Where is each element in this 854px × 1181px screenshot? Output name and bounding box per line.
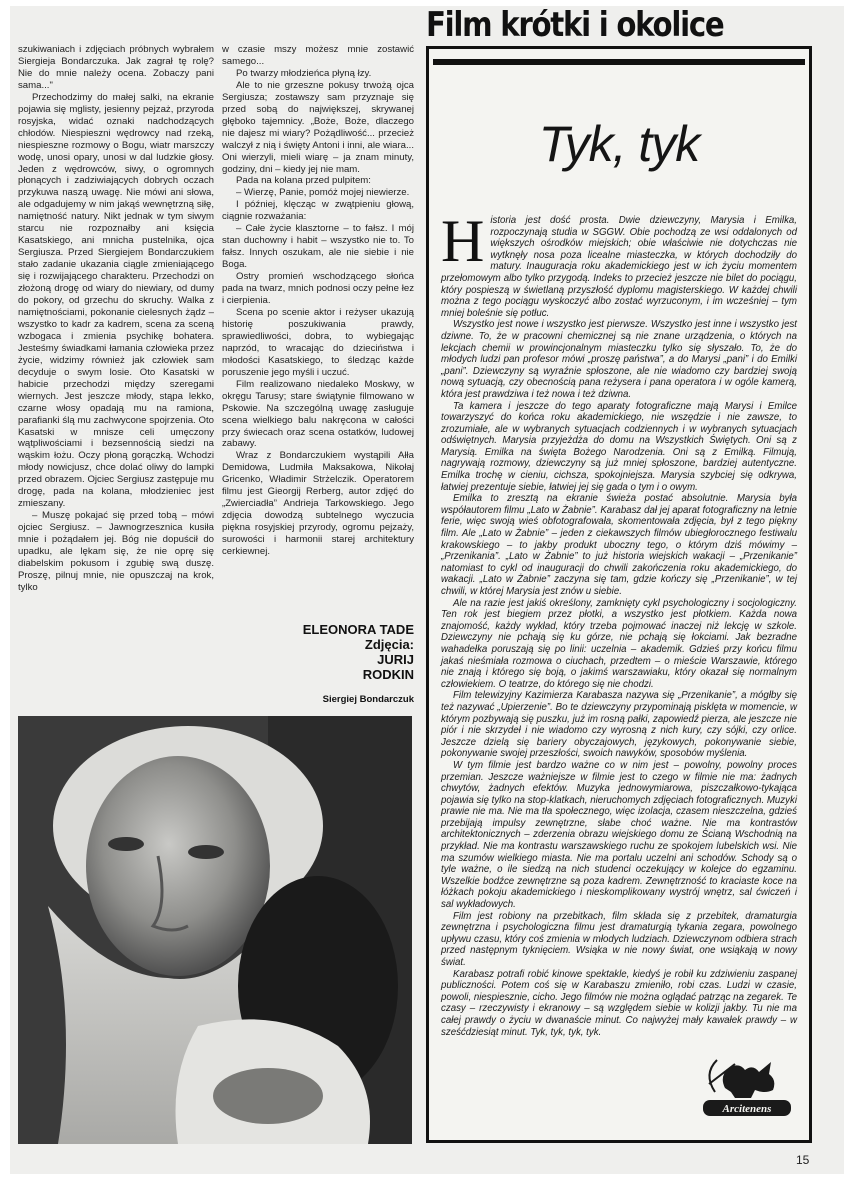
middle-paragraph: Ostry promień wschodzącego słońca pada na twarz, mnich podnosi oczy pełne łez i cierpienia. <box>222 271 414 307</box>
photographer-first-name: JURIJ <box>377 652 414 667</box>
article-paragraph: Film jest robiony na przebitkach, film składa się z przebitek, dramaturgia zewnętrzna i psychologiczna filmu jest dramaturgią tykania zegara, powolnego upływu czasu, który coś zmienia w młodych ludziach. Dziewczynom odbiera strach przed następnym tyknięciem. Wsiąka w nie nowy świat, one wsiąkają w nowy świat. <box>441 910 797 968</box>
portrait-photo <box>18 716 412 1144</box>
article-paragraph: W tym filmie jest bardzo ważne co w nim jest – powolny, powolny proces przemian. Jeszcze ważniejsze w filmie jest to czego w filmie nie ma: żadnych chwytów, żadnych efektów. Muzyka jednowymiarowa, piszczałkowo-tykająca pojawia się tylko na stop-klatkach, nieruchomych zdjęciach fotograficznych. Muzyki prawie nie ma. Nie ma tła społecznego, więc izolacja, czasem nieszczelna, gdzieś przebijają impulsy zewnętrzne, słabe choć ważne. Nie ma kontrastów architektonicznych – zderzenia obrazu wiejskiego domu ze Ścianą Wschodnią na przykład. Nie ma kontrastu warszawskiego ruchu ze spokojem lubelskich wsi. Nie ma szumów wielkiego miasta. Nie ma portalu uczelni ani schodów. Schody są o tyle ważne, o ile siedzą na nich studenci oczekujący w kolejce do egzaminu. Wszelkie bodźce zewnętrzne są poza kadrem. Zewnętrzność to kraciaste koce na łóżkach pokoju akademickiego i nieskomplikowany wystrój wnętrz, sal ćwiczeń i sal wykładowych. <box>441 759 797 911</box>
article-title: Tyk, tyk <box>538 116 700 172</box>
photos-label: Zdjęcia: <box>364 637 414 652</box>
middle-paragraph: – Całe życie klasztorne – to fałsz. I mój stan duchowny i habit – wszystko nie to. To fałsz. Innych oszukam, ale nie siebie i nie Boga. <box>222 223 414 271</box>
article-paragraph: Ta kamera i jeszcze do tego aparaty fotograficzne mają Marysi i Emilce towarzyszyć do końca roku akademickiego, nie wszędzie i nie zawsze, to zrozumiałe, ale w wybranych sytuacjach codziennych i w wybranych sytuacjach odświętnych. Marysia przyjeżdża do domu na Wszystkich Świętych. Oni są z Marysią. Emilka na święta Bożego Narodzenia. Oni są z Emilką. Filmują, nagrywają rozmowy, dziewczyny są już mniej spłoszone, bardziej autentyczne. Emilka trochę w cieniu, cichsza, spokojniejsza. Marysia szybciej się odkrywa, łatwiej prezentuje siebie, łatwiej jej się gada o tym i o owym. <box>441 400 797 493</box>
middle-paragraph: – Wierzę, Panie, pomóż mojej niewierze. <box>236 187 410 199</box>
middle-paragraph: Ale to nie grzeszne pokusy trwożą ojca Sergiusza; zostawszy sam przyznaje się przed sobą do największej, skrywanej głęboko tajemnicy. „Boże, Boże, dlaczego nie dajesz mi wiary? Pożądliwość... przecież walczył z nią i święty Antoni i inni, ale wiara... Oni wierzyli, mieli wiarę – ja znam minuty, godziny, dni – kiedy jej nie mam. <box>222 79 414 175</box>
article-paragraph: Film telewizyjny Kazimierza Karabasza nazywa się „Przenikanie”, a mógłby się też nazywać „Upierzenie”. Bo te dziewczyny przypominają pisklęta w momencie, w którym pozbywają się puszku, już im rosną pałki, zapowiedź pierza, ale jeszcze nie piór i nie skrzydeł i nie wiadomo czy wyrosną z nich kury, czy sójki, czy orlice. Jeszcze dzielą się bariery obyczajowych, językowych, pokonywanie siebie, pokonywanie swojej przeszłości, swoich nawyków, sposobów myślenia. <box>441 690 797 760</box>
section-title: Film krótki i okolice <box>426 5 724 45</box>
article-paragraph: Ale na razie jest jakiś określony, zamknięty cykl psychologiczny i socjologiczny. Ten rok jest biegiem przez płotki, a wszystko jest płotkiem. Każda nowa znajomość, każdy wykład, który trzeba pojmować inaczej niż lekcję w szkole. Dziewczyny nie pchają się ku górze, nie pchają się łokciami. Jak bezradne wahadełka poruszają się po linii: uczelnia – akademik. Gdzieś przy końcu filmu jakaś nieśmiała rozmowa o ciuchach, przedtem – o mieście Warszawie, którego nie znają i którego się boją, o jakimś warszawiaku, który okazał się normalnym człowiekiem. O teatrze, do którego się nie chodzi. <box>441 597 797 690</box>
middle-text-column <box>222 44 414 558</box>
middle-paragraph: Wraz z Bondarczukiem wystąpili Ałła Demidowa, Ludmiła Maksakowa, Nikołaj Gricenko, Władimir Strżelczik. Operatorem filmu jest Gieorgij Rerberg, autor zdjęć do „Zwierciadła” Andrieja Tarkowskiego. Jego zdjęcia dowodzą subtelnego wyczucia piękna rosyjskiej przyrody, ogromu pejzaży, surowości i harmonii starej architektury cerkiewnej. <box>222 450 414 558</box>
left-paragraph: szukiwaniach i zdjęciach próbnych wybrałem Siergieja Bondarczuka. Jak zagrał tę rolę? Nie do mnie należy ocena. Zobaczy pani sama..." <box>18 44 214 91</box>
left-paragraph: – Muszę pokajać się przed tobą – mówi ojciec Sergiusz. – Jawnogrzesznica kusiła mnie i pożądałem jej. Bóg nie dopuścił do upadku, ale lękam się, że nie oprę się diabelskim pokusom i zgubię swą duszę. Proszę, pilnuj mnie, nie opuszczaj na krok, tylko <box>18 510 214 593</box>
article-credits <box>290 622 414 682</box>
article-paragraph: Wszystko jest nowe i wszystko jest pierwsze. Wszystko jest inne i wszystko jest dziwne. To, że w pracowni chemicznej są nie znane urządzenia, o których na lekcjach chemii w prowincjonalnym miasteczku tylko się słyszało. To, że do młodych ludzi pan profesor mówi „proszę państwa”, a do Marysi „pani” i do Emilki „pani”. Dziewczyny są wyraźnie spłoszone, ale nie wiadomo czy bardziej swoją nową sytuacją, czy obecnością pana reżysera i pana operatora i w ogóle kamerą, która jest prawdziwa i też nowa i też dziwna. <box>441 319 797 400</box>
article-lead-paragraph <box>441 208 797 319</box>
article-lead-text: istoria jest dość prosta. Dwie dziewczyny, Marysia i Emilka, rozpoczynają studia w SGGW. Obie pochodzą ze wsi oddalonych od większych ośrodków miejskich; obie właściwie nie dotychczas nie wytknęły nosa poza licealne miasteczka, w których dochodziły do matury. Inauguracja roku akademickiego jest w ich życiu momentem przełomowym albo tylko przygodą. Indeks to przecież jeszcze nie bilet do pociągu, który pospieszą w świetlaną przyszłość dyplomu magisterskiego. W każdej chwili można z tego pociągu wyskoczyć albo zostać wyrzuconym, i im wcześniej – tym mniej boleśnie się potłuc. <box>441 215 797 319</box>
middle-paragraph: Film realizowano niedaleko Moskwy, w okręgu Tarusy; stare świątynie filmowano w Pskowie. Na szczególną uwagę zasługuje scena wielkiego balu nakręcona w całości przy świecach oraz scena ostatków, ludowej zabawy. <box>222 378 414 450</box>
article-body <box>441 208 797 1038</box>
section-header <box>426 4 826 48</box>
middle-paragraph: I później, klęcząc w zwątpieniu głową, ciągnie rozważania: <box>222 199 414 223</box>
left-text-column <box>18 44 214 594</box>
photographer-last-name: RODKIN <box>362 667 414 682</box>
middle-paragraph: Scena po scenie aktor i reżyser ukazują historię poszukiwania prawdy, sprawiedliwości, dobra, to wybiegając naprzód, to wracając do dzieciństwa i młodości Kasatskiego, to śledząc każde poruszenie jego myśli i uczuć. <box>222 306 414 378</box>
left-paragraph: Przechodzimy do małej salki, na ekranie pojawia się mglisty, jesienny pejzaż, przyroda rosyjska, widać oznaki nadchodzących chłodów. Niespieszni wędrowcy nad rzeką, niespieszne rozmowy o Bogu, wiatr marszczy wodę, unosi opary, unosi w dal ludzkie głosy. Jeden z wędrowców, siwy, o ogromnych płonących i zadziwiających dobrych oczach przykuwa naszą uwagę. Nie mówi ani słowa, ale odgadujemy w nim jakąś wewnętrzną siłę, namiętność natury. Nikt jednak w tym siwym starcu nie rozpoznałby ani księcia Kasatskiego, ani mnicha pustelnika, ojca Sergiusza. Przed Siergiejem Bondarczukiem stało zadanie ukazania ciągle zmieniającego się i rozwijającego charakteru. Przechodzi on złożoną drogę od wiary do niewiary, od dumy do pokory, od grzechu do skruchy. Walka z namiętnościami, pokonanie cielesnych żądz – wszystko to kadr za kadrem, scena za sceną wzbogaca i zmienia psychikę bohatera. Jesteśmy świadkami łamania człowieka przez życie, widzimy również jak człowiek sam decyduje o swym losie. Oto Kasatski w habicie przechodzi między szeregami wiernych. Jest jeszcze młody, stąpa lekko, czarne włosy opadają mu na ramiona, parafianki ślą mu zachwycone spojrzenia. Oto Kasatski w mnisze celi umęczony wątpliwościami i bezsennością siedzi na wąskim łożu. Oczy płoną gorączką. Wchodzi młody nowicjusz, chce dolać oliwy do lampki przed obrazem. Ojciec Sergiusz zastępuje mu drogę, pada na kolana, młodzieniec jest zmieszany. <box>18 91 214 510</box>
middle-paragraph: Po twarzy młodzieńca płyną łzy. <box>236 67 372 79</box>
article-paragraph: Karabasz potrafi robić kinowe spektakle, kiedyś je robił ku zdziwieniu zaspanej publiczności. Potem coś się w Karabaszu zmieniło, robi czas. Ludzi w czasie, powoli, niespiesznie, cicho. Jego filmów nie można oglądać patrząc na zegarek. Te czasy – rzeczywisty i ekranowy – są względem siebie w kolizji jakby. Tu nie ma całej prawdy o życiu w dwanaście minut. Co najwyżej mały kawałek prawdy – w sześćdziesiąt minut. Tyk, tyk, tyk, tyk. <box>441 968 797 1038</box>
drop-cap: H <box>441 208 485 274</box>
article-paragraph: Emilka to zresztą na ekranie świeża postać absolutnie. Marysia była współautorem filmu „Lato w Żabnie”. Karabasz dał jej aparat fotograficzny na letnie ferie, więc swoją wieś obfotografowała, skomentowała zdjęcia, był z tego piękny film. Ale „Lato w Żabnie” – jeden z ciekawszych filmów ubiegłorocznego festiwalu krakowskiego – to jakby produkt uboczny tego, o którym dziś mówimy – „Przenikania”. „Lato w Żabnie” to już historia wiejskich wakacji – „Przenikanie” natomiast to cykl od inauguracji do chwili zakończenia roku akademickiego, do wakacji. „Lato w Żabnie” zaczyna się tam, gdzie kończy się „Przenikanie”, w tej chwili, w której Marysia jest znów u siebie. <box>441 493 797 597</box>
photo-caption: Siergiej Bondarczuk <box>322 694 414 705</box>
middle-paragraph: w czasie mszy możesz mnie zostawić samego... <box>222 44 414 67</box>
arcitenens-logo <box>695 1054 795 1124</box>
author-name: ELEONORA TADE <box>302 622 414 637</box>
decorative-bar <box>433 59 805 65</box>
article-box <box>426 46 812 1143</box>
middle-paragraph: Pada na kolana przed pulpitem: <box>236 175 371 187</box>
page-number: 15 <box>796 1153 810 1167</box>
logo-text: Arcitenens <box>722 1103 772 1115</box>
